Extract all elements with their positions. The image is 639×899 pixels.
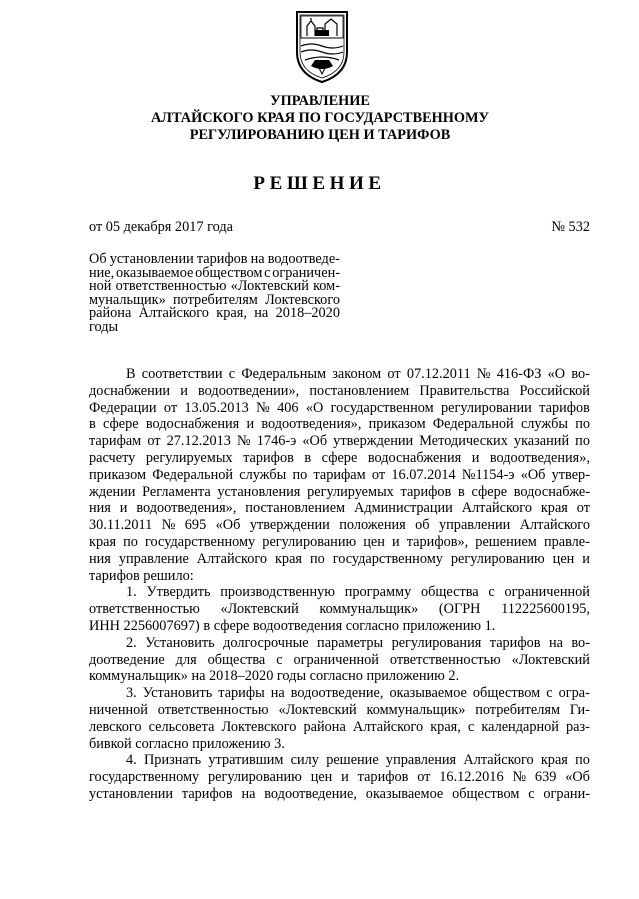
organization-name — [120, 93, 520, 143]
coat-of-arms-emblem — [293, 8, 351, 84]
body-line: 4. Признать утратившим силу решение управления Алтайского края по — [126, 752, 590, 769]
body-line: ответственностью «Локтевский коммунальщик» (ОГРН 112225600195, — [89, 601, 590, 618]
document-body — [89, 366, 590, 803]
document-title: РЕШЕНИЕ — [253, 173, 386, 194]
body-line: В соответствии с Федеральным законом от 07.12.2011 № 416-ФЗ «О во- — [126, 366, 590, 382]
body-line: Федерации от 13.05.2013 № 406 «О государственном регулировании тарифов — [89, 399, 590, 416]
body-line: установлении тарифов на водоотведение, оказываемое обществом с ограни- — [89, 785, 590, 802]
document-subject — [89, 253, 340, 335]
subject-line: ной ответственностью «Локтевский ком- — [89, 278, 340, 295]
body-line: ниченной ответственностью «Локтевский коммунальщик» потребителям Ги- — [89, 701, 590, 718]
subject-line: ние, оказываемое обществом с ограничен- — [89, 264, 340, 281]
body-line: приказом Федеральной службы по тарифам от 16.07.2014 №1154-э «Об утвер- — [89, 466, 590, 483]
body-line: расчету регулируемых тарифов в сфере водоснабжения и водоотведения», — [89, 449, 590, 466]
subject-line: мунальщик» потребителям Локтевского — [89, 291, 340, 308]
body-line: бивкой согласно приложению 3. — [89, 735, 285, 752]
document-date: от 05 декабря 2017 года — [89, 219, 233, 235]
body-line: тарифам от 27.12.2013 № 1746-э «Об утверждении Методических указаний по — [89, 433, 590, 450]
body-line: 1. Утвердить производственную программу общества с ограниченной — [126, 584, 590, 601]
body-line: ния управление Алтайского края по государственному регулированию цен и — [89, 550, 590, 567]
org-line: УПРАВЛЕНИЕ — [270, 93, 370, 109]
body-line: доотведение для общества с ограниченной ответственностью «Локтевский — [89, 651, 590, 668]
body-line: ждении Регламента установления регулируемых тарифов в сфере водоснабже- — [89, 483, 590, 500]
body-line: тарифов решило: — [89, 567, 194, 584]
body-line: коммунальщик» на 2018–2020 годы согласно приложению 2. — [89, 668, 460, 685]
body-line: 2. Установить долгосрочные параметры регулирования тарифов на во- — [126, 634, 590, 651]
subject-line: Об установлении тарифов на водоотведе- — [89, 251, 340, 267]
body-line: 30.11.2011 № 695 «Об утверждении положения об управлении Алтайского — [89, 517, 590, 534]
document-number: № 532 — [551, 219, 590, 235]
body-line: доснабжении и водоотведении», постановлением Правительства Российской — [89, 382, 590, 399]
body-line: ния и водоотведения», постановлением Администрации Алтайского края от — [89, 500, 590, 517]
subject-line: годы — [89, 318, 119, 335]
body-line: государственному регулированию цен и тарифов от 16.12.2016 № 639 «Об — [89, 769, 590, 786]
subject-line: района Алтайского края, на 2018–2020 — [89, 305, 340, 322]
body-line: левского сельсовета Локтевского района Алтайского края, с календарной раз- — [89, 718, 590, 735]
org-line: РЕГУЛИРОВАНИЮ ЦЕН И ТАРИФОВ — [189, 126, 451, 143]
body-line: края по государственному регулированию цен и тарифов», решением правле- — [89, 533, 590, 550]
body-line: в сфере водоснабжения и водоотведения», приказом Федеральной службы по — [89, 416, 590, 433]
body-line: 3. Установить тарифы на водоотведение, оказываемое обществом с огра- — [126, 685, 590, 702]
body-line: ИНН 2256007697) в сфере водоотведения согласно приложению 1. — [89, 617, 496, 634]
org-line: АЛТАЙСКОГО КРАЯ ПО ГОСУДАРСТВЕННОМУ — [150, 109, 489, 126]
